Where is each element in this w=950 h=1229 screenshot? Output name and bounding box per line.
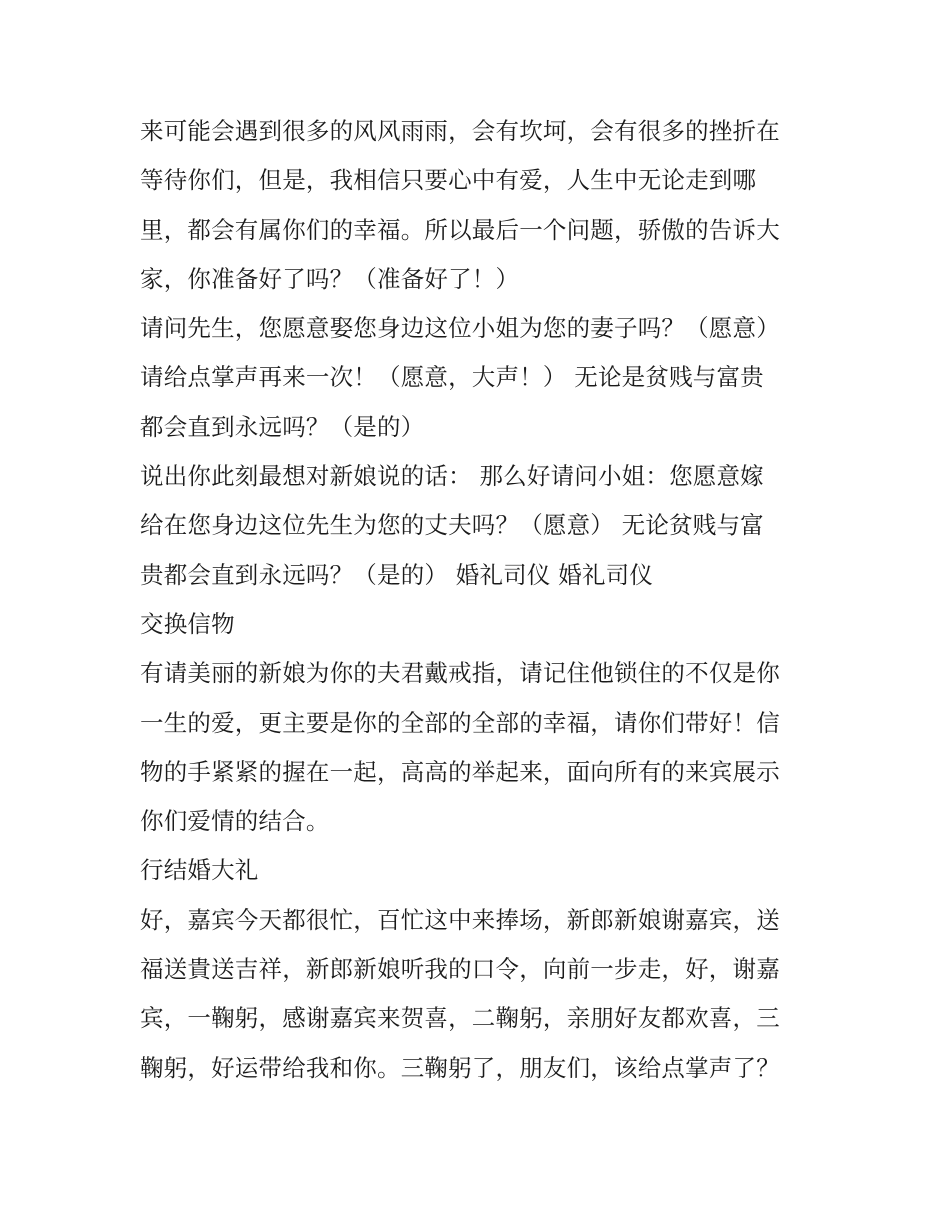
text-line: 福送貴送吉祥，新郎新娘听我的口令，向前一步走，好，谢嘉: [140, 955, 780, 984]
document-body: [140, 107, 820, 1093]
text-line: 请问先生，您愿意娶您身边这位小姐为您的妻子吗？（愿意）: [140, 314, 780, 343]
text-line: 好，嘉宾今天都很忙，百忙这中来捧场，新郎新娘谢嘉宾，送: [140, 905, 780, 934]
text-line: 说出你此刻最想对新娘说的话： 那么好请问小姐：您愿意嫁: [140, 462, 764, 491]
text-line: 来可能会遇到很多的风风雨雨，会有坎坷，会有很多的挫折在: [140, 117, 780, 145]
text-line: 你们爱情的结合。: [140, 807, 330, 836]
text-line: 请给点掌声再来一次！（愿意，大声！） 无论是贫贱与富贵: [140, 363, 764, 392]
text-line: 物的手紧紧的握在一起，高高的举起来，面向所有的来宾展示: [140, 757, 780, 786]
text-line: 都会直到永远吗？（是的）: [140, 412, 425, 441]
text-line: 等待你们，但是，我相信只要心中有爱，人生中无论走到哪: [140, 166, 757, 195]
section-heading-exchange-tokens: 交换信物: [140, 609, 235, 638]
text-line: 一生的爱，更主要是你的全部的全部的幸福，请你们带好！信: [140, 708, 780, 737]
text-line: 鞠躬，好运带给我和你。三鞠躬了，朋友们，该给点掌声了？: [140, 1053, 780, 1082]
text-line: 有请美丽的新娘为你的夫君戴戒指，请记住他锁住的不仅是你: [140, 659, 780, 688]
text-line: 里，都会有属你们的幸福。所以最后一个问题，骄傲的告诉大: [140, 215, 780, 244]
text-line: 宾，一鞠躬，感谢嘉宾来贺喜，二鞠躬，亲朋好友都欢喜，三: [140, 1004, 780, 1033]
section-heading-wedding-ceremony: 行结婚大礼: [140, 856, 259, 885]
text-line: 贵都会直到永远吗？（是的） 婚礼司仪 婚礼司仪: [140, 560, 654, 589]
text-line: 给在您身边这位先生为您的丈夫吗？（愿意） 无论贫贱与富: [140, 511, 764, 540]
text-line: 家，你准备好了吗？（准备好了！）: [140, 264, 520, 293]
